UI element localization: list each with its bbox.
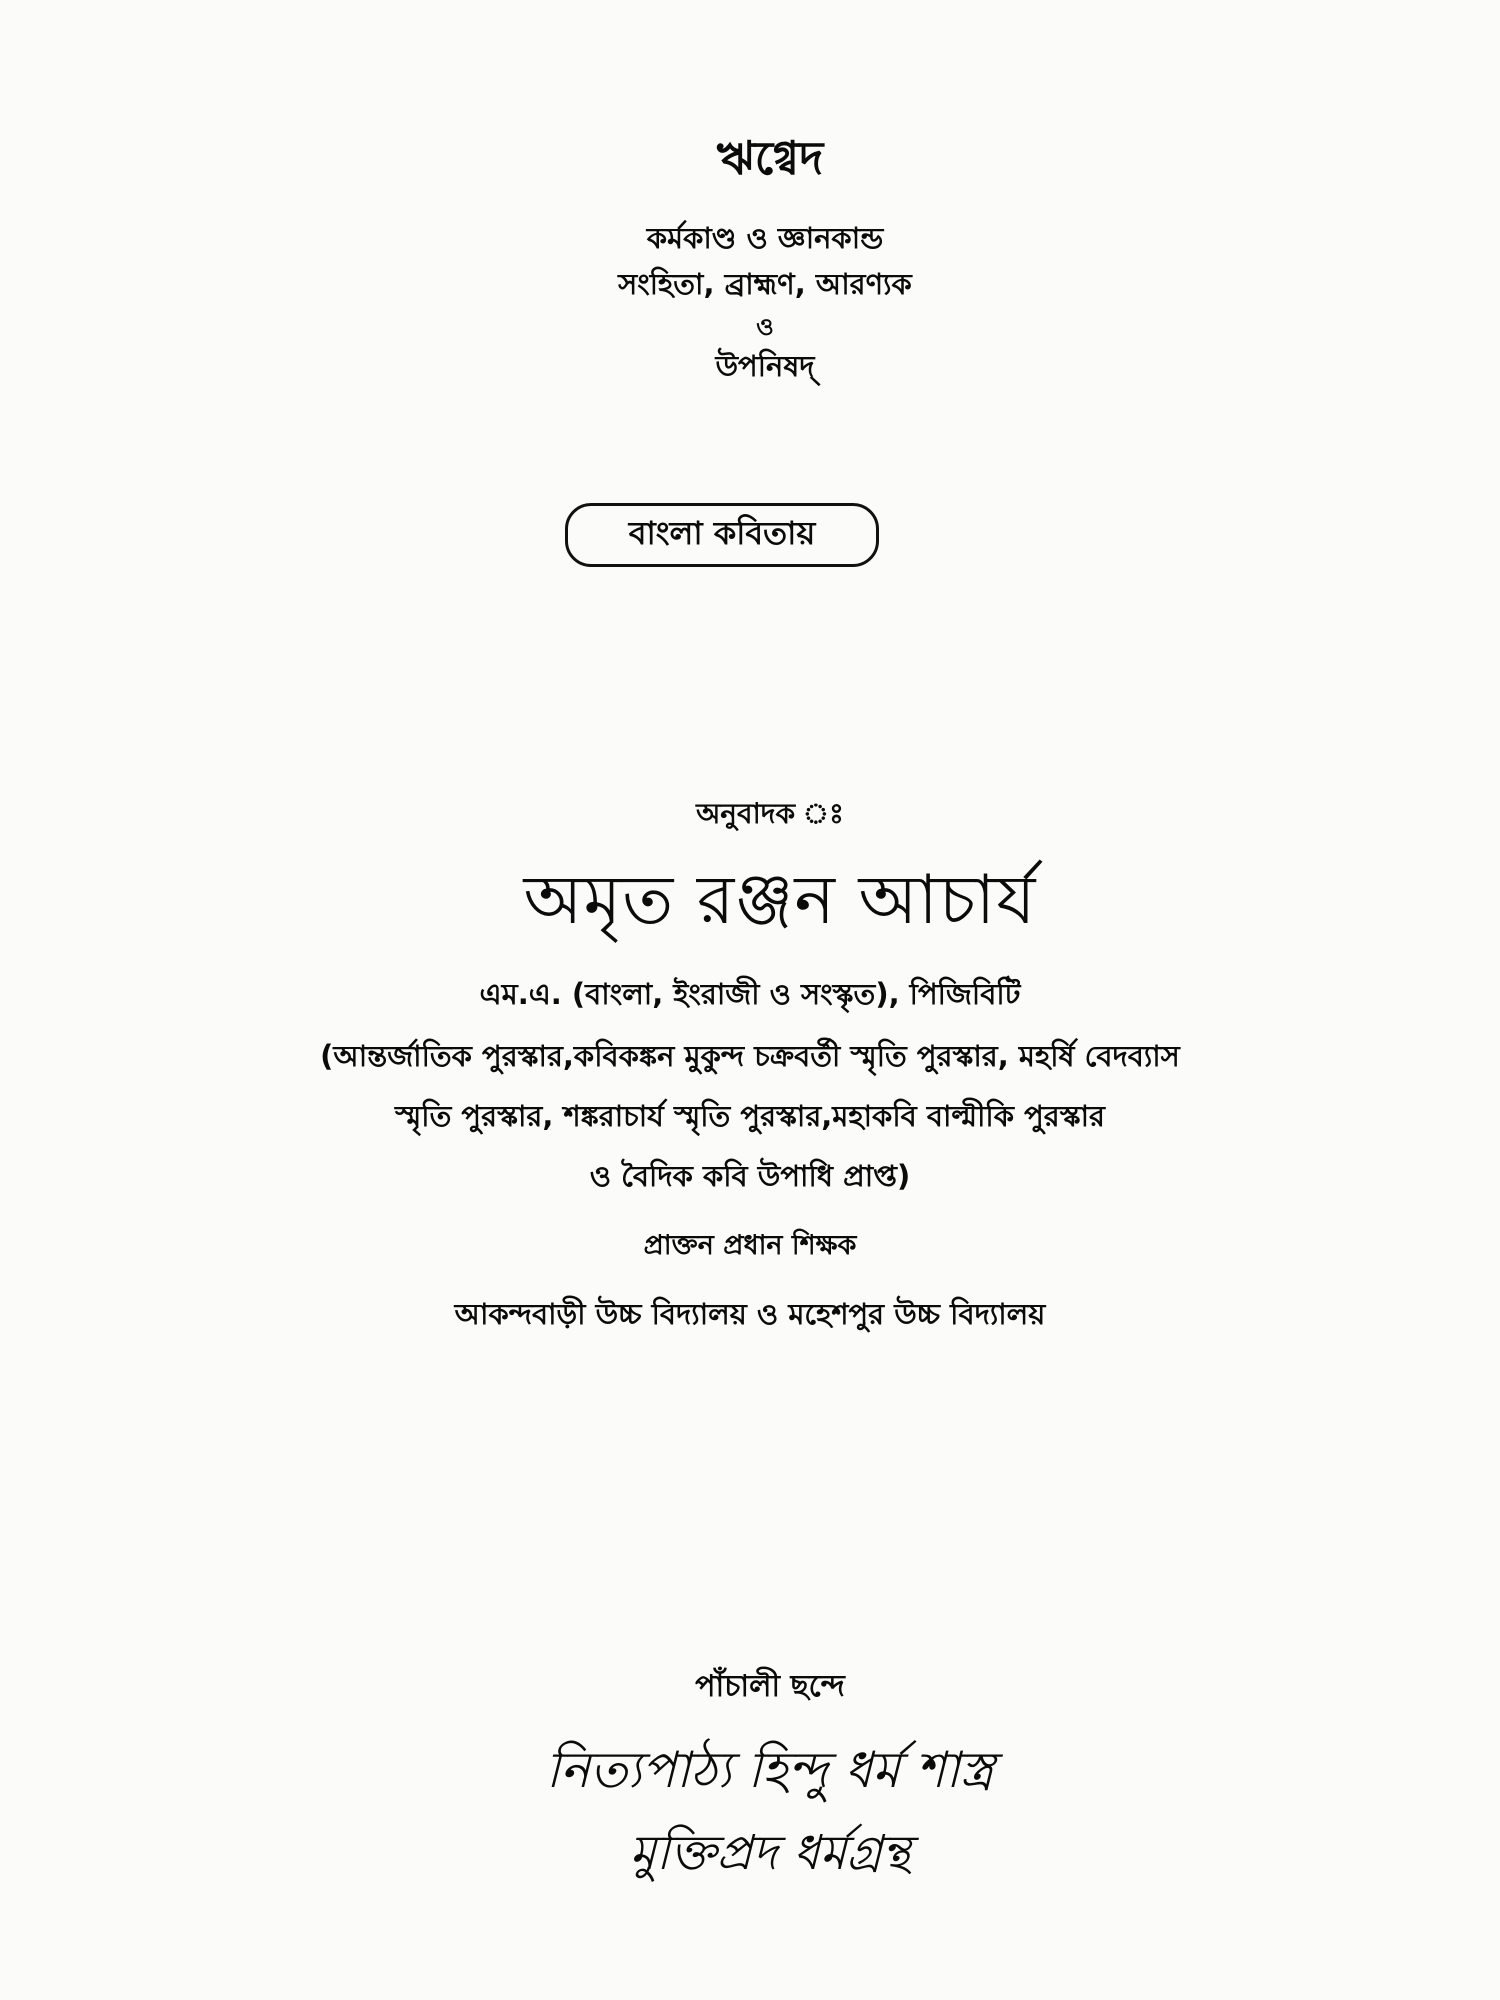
subtitle-line-4: উপনিষদ্ [715,349,815,383]
awards-line-2: স্মৃতি পুরস্কার, শঙ্করাচার্য স্মৃতি পুরস্কার,মহাকবি বাল্মীকি পুরস্কার [395,1099,1105,1133]
former-position: প্রাক্তন প্রধান শিক্ষক [643,1230,857,1261]
metre-label: পাঁচালী ছন্দে [695,1669,845,1704]
book-title: ঋগ্বেদ [716,131,824,185]
scripture-line-2: মুক্তিপ্রদ ধর্মগ্রন্থ [629,1825,911,1881]
awards-line-1: (আন্তর্জাতিক পুরস্কার,কবিকঙ্কন মুকুন্দ চক্রবর্তী স্মৃতি পুরস্কার, মহর্ষি বেদব্যাস [320,1039,1180,1073]
awards-line-3: ও বৈদিক কবি উপাধি প্রাপ্ত) [589,1159,911,1193]
language-badge [565,503,879,567]
subtitle-line-1: কর্মকাণ্ড ও জ্ঞানকান্ড [646,221,884,255]
scripture-line-1: নিত্যপাঠ্য হিন্দু ধর্ম শাস্ত্র [545,1741,995,1799]
subtitle-line-2: সংহিতা, ব্রাহ্মণ, আরণ্যক [618,267,912,301]
language-badge-label: বাংলা কবিতায় [565,503,879,567]
author-degrees: এম.এ. (বাংলা, ইংরাজী ও সংস্কৃত), পিজিবিটি [479,977,1021,1011]
schools: আকন্দবাড়ী উচ্চ বিদ্যালয় ও মহেশপুর উচ্চ বিদ্যালয় [454,1297,1046,1331]
translator-label: অনুবাদক ঃ [696,797,844,830]
author-name: অমৃত রঞ্জন আচার্য [523,861,1037,940]
subtitle-line-3: ও [756,313,774,341]
